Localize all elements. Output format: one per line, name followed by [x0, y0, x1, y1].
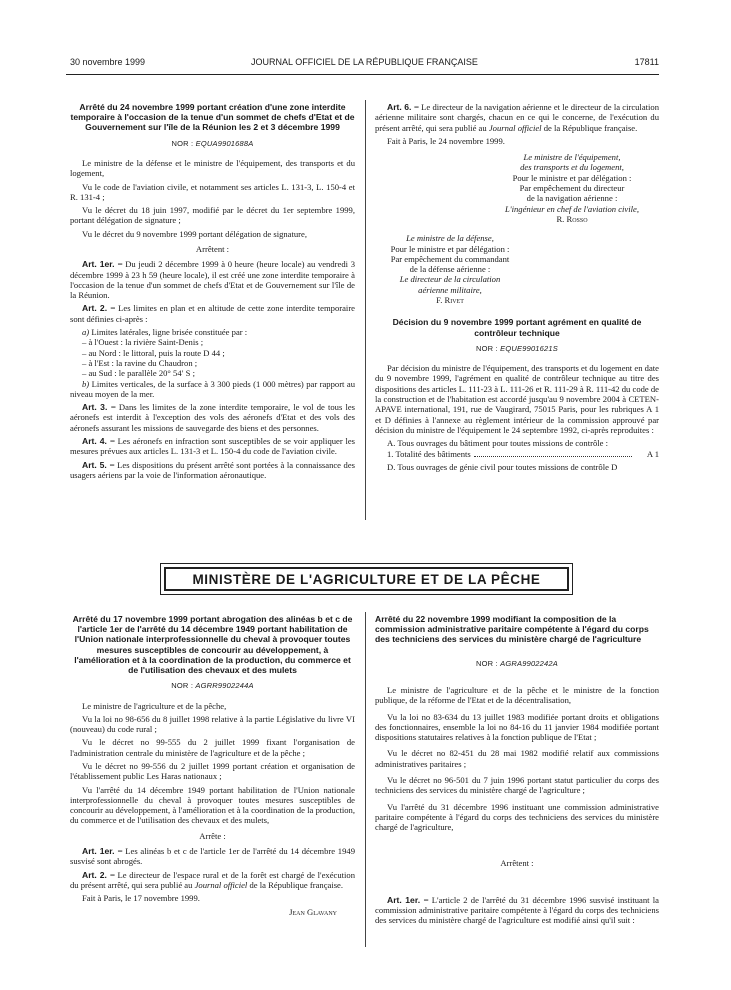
article-1: Art. 1er. − Du jeudi 2 décembre 1999 à 0 heure (heure locale) au vendredi 3 décembre 1999 à 23 h 59 (heure locale), il est créé une zone interdite temporaire à l'occasion de la tenue d'un sommet de chefs d'Etat et de Gouvernement sur l'île de la Réunion.	[70, 259, 355, 301]
signature-block-defense: Le ministre de la défense, Pour le ministre et par délégation : Par empêchement du commandant de la défense aérienne : Le directeur de la circulation aérienne militaire, F. Rivet	[375, 233, 525, 305]
decree-haras	[70, 614, 355, 920]
preamble-visa: Vu la loi no 98-656 du 8 juillet 1998 relative à la partie Législative du livre VI (nouveau) du code rural ;	[70, 713, 355, 735]
preamble-ministers: Le ministre de l'agriculture et de la pêche et le ministre de la fonction publique, de la réforme de l'Etat et de la décentralisation,	[375, 684, 659, 706]
nor-reference: NOR : AGRA9902242A	[476, 658, 558, 668]
preamble-visa: Vu le décret no 99-556 du 2 juillet 1999 portant création et organisation de l'établissement public Les Haras nationaux ;	[70, 761, 355, 782]
header-rule	[66, 74, 659, 75]
signature-date: Fait à Paris, le 17 novembre 1999.	[82, 893, 200, 904]
preamble-visa: Vu la loi no 83-634 du 13 juillet 1983 modifiée portant droits et obligations des fonctionnaires, ensemble la loi no 84-16 du 11 janvier 1984 modifiée portant dispositions statutaires relatives à la fonction publique de l'Etat ;	[375, 711, 659, 743]
arrete-heading: Arrête :	[199, 830, 226, 841]
nor-reference: NOR : EQUE9901621S	[476, 343, 558, 353]
decision-title: Décision du 9 novembre 1999 portant agrément en qualité de contrôleur technique	[392, 317, 642, 338]
preamble-ministers: Le ministre de la défense et le ministre de l'équipement, des transports et du logement,	[70, 157, 355, 179]
article-2: Art. 2. − Le directeur de l'espace rural et de la forêt est chargé de l'exécution du présent arrêté, qui sera publié au Journal officiel de la République française.	[70, 869, 355, 890]
limit-item: – au Nord : le littoral, puis la route D 44 ;	[82, 347, 225, 358]
decree-commission-paritaire	[375, 614, 659, 929]
nor-reference: NOR : AGRR9902244A	[171, 681, 254, 691]
header-journal-title: JOURNAL OFFICIEL DE LA RÉPUBLIQUE FRANÇAISE	[251, 57, 478, 67]
article-2-b: b) Limites verticales, de la surface à 3 300 pieds (1 000 mètres) par rapport au niveau moyen de la mer.	[70, 378, 355, 399]
ministry-title: MINISTÈRE DE L'AGRICULTURE ET DE LA PÊCHE	[164, 567, 569, 591]
rubrique-d: D. Tous ouvrages de génie civil pour toutes missions de contrôle D	[387, 461, 618, 472]
preamble-visa: Vu l'arrêté du 31 décembre 1996 instituant une commission administrative paritaire compétente à l'égard du corps des techniciens des services du ministère chargé de l'agriculture,	[375, 801, 659, 833]
article-1: Art. 1er. − L'article 2 de l'arrêté du 31 décembre 1996 susvisé instituant la commission administrative paritaire compétente à l'égard du corps des techniciens des services du ministère chargé de l'agriculture est modifié ainsi qu'il suit :	[375, 894, 659, 926]
preamble-visa: Vu le décret no 96-501 du 7 juin 1996 portant statut particulier du corps des techniciens des services du ministère chargé de l'agriculture ;	[375, 774, 659, 796]
rubrique-a1: 1. Totalité des bâtiments A 1	[387, 449, 659, 460]
page-header	[70, 57, 659, 71]
header-date: 30 novembre 1999	[70, 57, 146, 67]
decree-zone-interdite-part2	[375, 102, 659, 475]
limit-item: – à l'Ouest : la rivière Saint-Denis ;	[82, 337, 204, 348]
decree-title: Arrêté du 17 novembre 1999 portant abrogation des alinéas b et c de l'article 1er de l'arrêté du 14 décembre 1949 portant habilitation de l'Union nationale interprofessionnelle du cheval à provoquer toutes mesures susceptibles de concourir au développement, à l'amélioration et à la coordination de la production, du commerce et de l'utilisation des chevaux et des mulets	[72, 614, 353, 676]
preamble-visa: Vu le code de l'aviation civile, et notamment ses articles L. 131-3, L. 150-4 et R. 131-4 ;	[70, 181, 355, 202]
limit-item: – au Sud : le parallèle 20° 54′ S ;	[82, 368, 195, 379]
decree-zone-interdite-part1	[70, 102, 355, 483]
rubrique-a: A. Tous ouvrages du bâtiment pour toutes missions de contrôle :	[387, 438, 608, 449]
preamble-visa: Vu le décret du 18 juin 1997, modifié par le décret du 1er septembre 1999, portant délégation de signature ;	[70, 205, 355, 226]
decree-title: Arrêté du 22 novembre 1999 modifiant la composition de la commission administrative paritaire compétente à l'égard du corps des techniciens des services du ministère chargé de l'agriculture	[375, 614, 649, 645]
signature-date: Fait à Paris, le 24 novembre 1999.	[387, 135, 505, 146]
ministry-banner	[160, 563, 573, 595]
article-5: Art. 5. − Les dispositions du présent arrêté sont portées à la connaissance des usagers aériens par la voie de l'information aéronautique.	[70, 459, 356, 480]
article-3: Art. 3. − Dans les limites de la zone interdite temporaire, le vol de tous les aéronefs est interdit à l'exception des vols des aéronefs d'Etat et des vols des aéronefs assurant les missions de sauvegarde des biens et des personnes.	[70, 402, 355, 433]
article-1: Art. 1er. − Les alinéas b et c de l'article 1er de l'arrêté du 14 décembre 1949 susvisé sont abrogés.	[70, 846, 355, 867]
signature-block-equipement: Le ministre de l'équipement, des transports et du logement, Pour le ministre et par délégation : Par empêchement du directeur de la navigation aérienne : L'ingénieur en chef de l'aviation civile, R. Rosso	[485, 152, 659, 224]
column-separator-top	[365, 100, 366, 520]
preamble-visa: Vu le décret no 99-555 du 2 juillet 1999 fixant l'organisation de l'administration centrale du ministère de l'agriculture et de la pêche ;	[70, 737, 355, 758]
article-2-a: a) Limites latérales, ligne brisée constituée par :	[82, 327, 248, 338]
preamble-visa: Vu l'arrêté du 14 décembre 1949 portant habilitation de l'Union nationale interprofessionnelle du cheval à provoquer toutes mesures susceptibles de concourir au développement, à l'amélioration et à la coordination de la production, du commerce et de l'utilisation des chevaux et des mulets,	[70, 784, 355, 826]
article-2: Art. 2. − Les limites en plan et en altitude de cette zone interdite temporaire sont définies ci-après :	[70, 303, 356, 324]
header-page-number: 17811	[634, 57, 659, 67]
preamble-minister: Le ministre de l'agriculture et de la pêche,	[82, 700, 227, 711]
signatory-name: R. Rosso	[556, 213, 588, 224]
nor-reference: NOR : EQUA9901688A	[171, 138, 254, 148]
article-4: Art. 4. − Les aéronefs en infraction sont susceptibles de se voir appliquer les mesures prévues aux articles L. 131-3 et L. 150-4 du code de l'aviation civile.	[70, 436, 355, 457]
article-6: Art. 6. − Le directeur de la navigation aérienne et le directeur de la circulation aérienne militaire sont chargés, chacun en ce qui le concerne, de l'exécution du présent arrêté, qui sera publié au Journal officiel de la République française.	[375, 102, 660, 133]
column-separator-bottom	[365, 612, 366, 947]
arretent-heading: Arrêtent :	[195, 243, 230, 254]
limit-item: – à l'Est : la ravine du Chaudron ;	[82, 357, 198, 368]
decree-title: Arrêté du 24 novembre 1999 portant création d'une zone interdite temporaire à l'occasion de la tenue d'un sommet de chefs d'Etat et de Gouvernement sur l'île de la Réunion les 2 et 3 décembre 1999	[70, 102, 355, 133]
preamble-visa: Vu le décret no 82-451 du 28 mai 1982 modifié relatif aux commissions administratives paritaires ;	[375, 748, 659, 769]
decision-body: Par décision du ministre de l'équipement, des transports et du logement en date du 9 novembre 1999, l'agrément en qualité de contrôleur technique au titre des dispositions des articles L. 111-23 à L. 111-26 et R. 111-29 à R. 111-42 du code de la construction et de l'habitation est accordé jusqu'au 9 novembre 2004 à CETEN-APAVE international, 191, rue de Vaugirard, 75015 Paris, pour les rubriques A 1 et D définies à l'annexe au règlement intérieur de la commission approuvé par décision du ministre de l'équipement le 24 septembre 1992, ci-après reproduites :	[375, 363, 659, 435]
arretent-heading: Arrêtent :	[500, 858, 534, 869]
signatory-name: F. Rivet	[436, 295, 464, 306]
preamble-visa: Vu le décret du 9 novembre 1999 portant délégation de signature,	[82, 228, 307, 239]
signatory-name: Jean Glavany	[289, 906, 337, 917]
